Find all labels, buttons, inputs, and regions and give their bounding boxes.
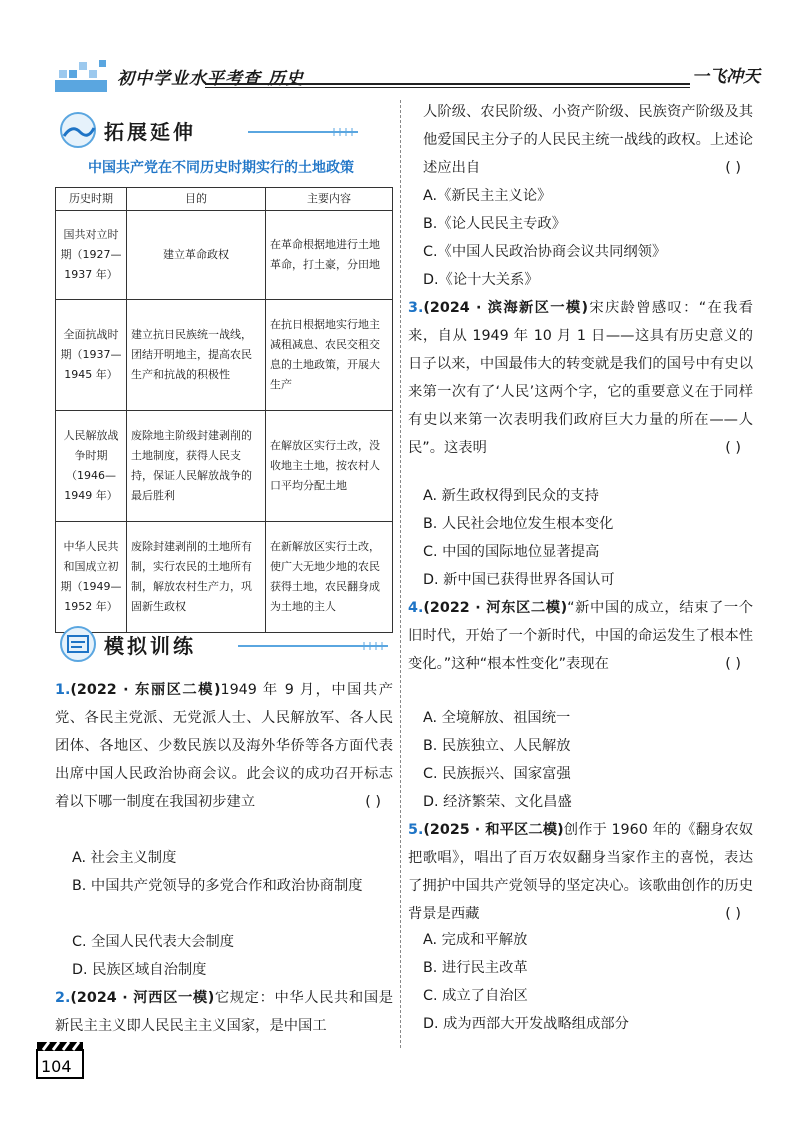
option[interactable]: B.《论人民民主专政》 xyxy=(423,216,567,232)
option[interactable]: C. 成立了自治区 xyxy=(423,988,528,1004)
option[interactable]: C. 全国人民代表大会制度 xyxy=(72,934,235,950)
option[interactable]: D.《论十大关系》 xyxy=(423,272,539,288)
header-title: 初中学业水平考查 历史 xyxy=(117,69,304,89)
purpose-cell: 废除封建剥削的土地所有制，实行农民的土地所有制，解放农村生产力，巩固新生政权 xyxy=(127,522,266,633)
section-header-practice xyxy=(58,624,398,664)
question-4 xyxy=(408,594,753,678)
question-1 xyxy=(55,676,393,816)
option[interactable]: A. 全境解放、祖国统一 xyxy=(423,710,571,726)
question-source: (2024 · 河西区一模) xyxy=(70,990,215,1006)
content-cell: 在新解放区实行土改，使广大无地少地的农民获得土地，农民翻身成为土地的主人 xyxy=(266,522,393,633)
period-cell: 国共对立时期（1927—1937 年） xyxy=(56,211,127,300)
question-number: 4. xyxy=(408,600,424,616)
table-header: 目的 xyxy=(127,188,266,211)
question-number: 5. xyxy=(408,822,424,838)
question-stem: 它规定：中华人民共和国是新民主主义即人民民主主义国家，是中国工 xyxy=(55,990,394,1034)
header-brand: 一飞冲天 xyxy=(692,67,760,87)
option[interactable]: D. 民族区域自治制度 xyxy=(72,962,207,978)
question-5 xyxy=(408,816,753,928)
question-2 xyxy=(55,984,393,1040)
section-header-extension xyxy=(58,110,398,150)
answer-bracket[interactable]: ( ) xyxy=(725,906,741,922)
question-3 xyxy=(408,294,753,462)
question-stem: 人阶级、农民阶级、小资产阶级、民族资产阶级及其他爱国民主分子的人民民主统一战线的政权。上述论述应出自 xyxy=(423,104,753,176)
answer-bracket[interactable]: ( ) xyxy=(725,160,741,176)
option[interactable]: C.《中国人民政治协商会议共同纲领》 xyxy=(423,244,667,260)
question-number: 2. xyxy=(55,990,71,1006)
purpose-cell: 废除地主阶级封建剥削的土地制度，获得人民支持，保证人民解放战争的最后胜利 xyxy=(127,411,266,522)
content-cell: 在抗日根据地实行地主减租减息、农民交租交息的土地政策，开展大生产 xyxy=(266,300,393,411)
purpose-cell: 建立革命政权 xyxy=(127,211,266,300)
option[interactable]: B. 人民社会地位发生根本变化 xyxy=(423,516,614,532)
option[interactable]: B. 进行民主改革 xyxy=(423,960,528,976)
table-header: 历史时期 xyxy=(56,188,127,211)
table-row xyxy=(56,411,393,522)
table-row xyxy=(56,211,393,300)
ruler-decoration xyxy=(238,642,388,650)
question-2-continued xyxy=(423,98,753,182)
question-number: 1. xyxy=(55,682,71,698)
table-header: 主要内容 xyxy=(266,188,393,211)
period-cell: 中华人民共和国成立初期（1949—1952 年） xyxy=(56,522,127,633)
content-cell: 在解放区实行土改，没收地主土地，按农村人口平均分配土地 xyxy=(266,411,393,522)
ruler-decoration xyxy=(248,128,358,136)
section-title-extension: 拓展延伸 xyxy=(104,120,196,144)
page-number: 104 xyxy=(41,1057,72,1076)
answer-bracket[interactable]: ( ) xyxy=(725,440,741,456)
question-stem: 创作于 1960 年的《翻身农奴把歌唱》，唱出了百万农奴翻身当家作主的喜悦，表达了拥护中国共产党领导的坚定决心。该歌曲创作的历史背景是西藏 xyxy=(408,822,753,922)
question-number: 3. xyxy=(408,300,424,316)
purpose-cell: 建立抗日民族统一战线，团结开明地主，提高农民生产和抗战的积极性 xyxy=(127,300,266,411)
grid-decoration-icon xyxy=(55,58,107,92)
question-source: (2022 · 河东区二模) xyxy=(423,600,568,616)
option[interactable]: C. 中国的国际地位显著提高 xyxy=(423,544,600,560)
question-source: (2024 · 滨海新区一模) xyxy=(423,300,589,316)
option[interactable]: D. 新中国已获得世界各国认可 xyxy=(423,572,615,588)
option[interactable]: A.《新民主主义论》 xyxy=(423,188,552,204)
question-stem: 1949 年 9 月，中国共产党、各民主党派、无党派人士、人民解放军、各人民团体、各地区、少数民族以及海外华侨等各方面代表出席中国人民政治协商会议。此会议的成功召开标志着以下哪一制度在我国初步建立 xyxy=(55,682,393,810)
training-icon xyxy=(58,624,98,664)
land-policy-table xyxy=(55,187,393,633)
section-title-practice: 模拟训练 xyxy=(104,634,196,658)
option[interactable]: D. 经济繁荣、文化昌盛 xyxy=(423,794,572,810)
option[interactable]: A. 完成和平解放 xyxy=(423,932,528,948)
table-title: 中国共产党在不同历史时期实行的土地政策 xyxy=(88,160,354,176)
content-cell: 在革命根据地进行土地革命，打土豪，分田地 xyxy=(266,211,393,300)
table-row xyxy=(56,522,393,633)
table-row xyxy=(56,300,393,411)
question-stem: “新中国的成立，结束了一个旧时代，开始了一个新时代，中国的命运发生了根本性变化。”这种“根本性变化”表现在 xyxy=(408,600,753,672)
column-divider xyxy=(400,100,401,1048)
question-source: (2022 · 东丽区二模) xyxy=(70,682,221,698)
question-source: (2025 · 和平区二模) xyxy=(423,822,564,838)
option[interactable]: A. 新生政权得到民众的支持 xyxy=(423,488,599,504)
option[interactable]: B. 民族独立、人民解放 xyxy=(423,738,571,754)
answer-bracket[interactable]: ( ) xyxy=(725,656,741,672)
period-cell: 人民解放战争时期（1946—1949 年） xyxy=(56,411,127,522)
option[interactable]: D. 成为西部大开发战略组成部分 xyxy=(423,1016,629,1032)
option[interactable]: B. 中国共产党领导的多党合作和政治协商制度 xyxy=(72,878,363,894)
answer-bracket[interactable]: ( ) xyxy=(365,794,381,810)
period-cell: 全面抗战时期（1937—1945 年） xyxy=(56,300,127,411)
option[interactable]: C. 民族振兴、国家富强 xyxy=(423,766,571,782)
table-header-row xyxy=(56,188,393,211)
header-rule xyxy=(205,83,690,85)
question-stem: 宋庆龄曾感叹：“在我看来，自从 1949 年 10 月 1 日——这具有历史意义的日子以来，中国最伟大的转变就是我们的国号中有史以来第一次有了‘人民’这两个字，它的重要意义在于同样有史以来第一次表明我们政府巨大力量的所在——人民”。这表明 xyxy=(408,300,753,456)
option[interactable]: A. 社会主义制度 xyxy=(72,850,177,866)
header-rule-thin xyxy=(205,87,690,88)
page-header xyxy=(55,56,760,96)
wave-icon xyxy=(58,110,98,150)
